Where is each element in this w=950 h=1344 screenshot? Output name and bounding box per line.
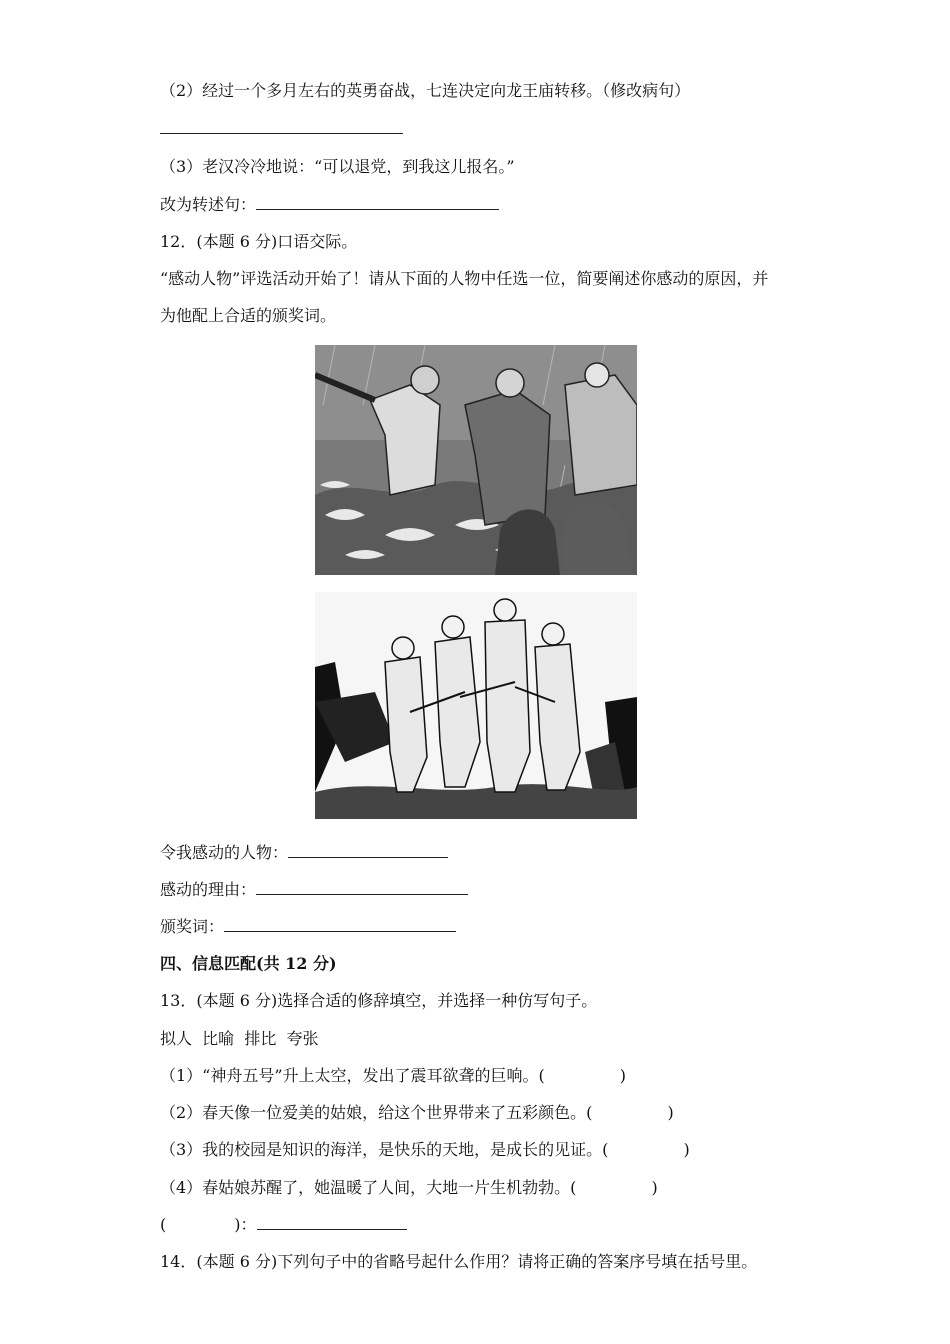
q12-person-row (160, 842, 448, 864)
q12-person-answer-line[interactable] (288, 843, 448, 858)
q12-intro-line-2: 为他配上合适的颁奖词。 (160, 306, 337, 325)
q14-title: 14．(本题 6 分)下列句子中的省略号起什么作用？请将正确的答案序号填在括号里。 (160, 1252, 758, 1271)
section-4-heading: 四、信息匹配(共 12 分) (160, 954, 337, 973)
q12-title: 12．(本题 6 分)口语交际。 (160, 232, 358, 251)
q12-award-label: 颁奖词： (160, 917, 225, 936)
flood-rescue-illustration (315, 345, 637, 575)
q13-sentence-1-row (160, 1065, 626, 1087)
q12-reason-label: 感动的理由： (160, 880, 257, 899)
q11-sentence-3: （3）老汉冷冷地说：“可以退党，到我这儿报名。” (160, 157, 515, 176)
q13-sentence-1: （1）“神舟五号”升上太空，发出了震耳欲聋的巨响。( (160, 1066, 545, 1085)
q12-person-label: 令我感动的人物： (160, 843, 289, 862)
q11-reported-speech-label: 改为转述句： (160, 195, 257, 214)
q13-imitation-paren-open: ( (160, 1215, 167, 1234)
q13-title: 13．(本题 6 分)选择合适的修辞填空，并选择一种仿写句子。 (160, 991, 598, 1010)
q13-imitation-row (160, 1214, 407, 1236)
q11-answer-line-3[interactable] (256, 195, 499, 210)
q11-answer-line-2[interactable] (160, 118, 403, 140)
q13-sentence-2: （2）春天像一位爱美的姑娘，给这个世界带来了五彩颜色。( (160, 1103, 593, 1122)
q13-sentence-4-row (160, 1177, 658, 1199)
soldiers-illustration (315, 592, 637, 819)
q11-sentence-2: （2）经过一个多月左右的英勇奋战，七连决定向龙王庙转移。（修改病句） (160, 81, 691, 100)
q12-intro-line-1: “感动人物”评选活动开始了！请从下面的人物中任选一位，简要阐述你感动的原因，并 (160, 269, 769, 288)
q13-sentence-4: （4）春姑娘苏醒了，她温暖了人间，大地一片生机勃勃。( (160, 1178, 577, 1197)
q11-reported-speech-row (160, 194, 499, 216)
q13-imitation-answer-line[interactable] (257, 1215, 407, 1230)
q13-rhetoric-options: 拟人 比喻 排比 夸张 (160, 1029, 319, 1048)
q13-imitation-paren-close: )： (234, 1215, 257, 1234)
q12-reason-answer-line[interactable] (256, 880, 468, 895)
q13-sentence-3-row (160, 1139, 690, 1161)
q12-award-row (160, 916, 456, 938)
q13-sentence-3: （3）我的校园是知识的海洋，是快乐的天地，是成长的见证。( (160, 1140, 609, 1159)
q13-paren-close-1: ) (619, 1066, 627, 1085)
q13-paren-close-3: ) (683, 1140, 690, 1159)
q13-sentence-2-row (160, 1102, 674, 1124)
q13-paren-close-2: ) (667, 1103, 674, 1122)
q13-paren-close-4: ) (651, 1178, 658, 1197)
q12-award-answer-line[interactable] (224, 917, 456, 932)
q12-reason-row (160, 879, 468, 901)
